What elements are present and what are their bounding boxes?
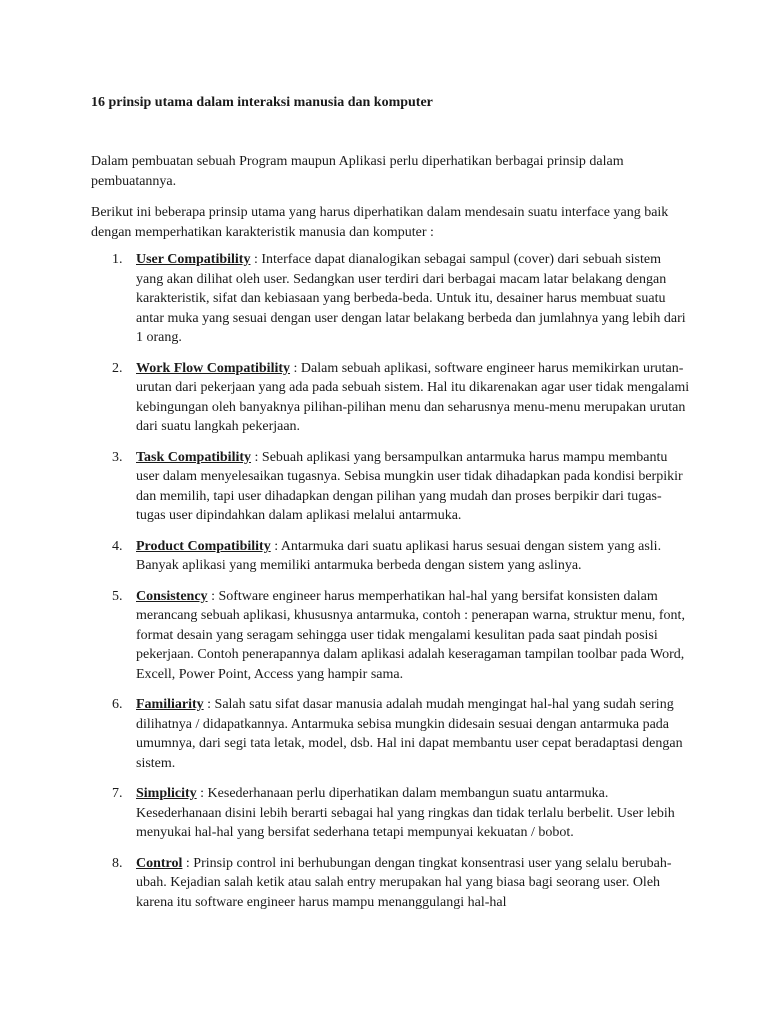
list-item <box>91 448 691 526</box>
list-item-text: : Prinsip control ini berhubungan dengan tingkat konsentrasi user yang selalu berubah-ubah. Kejadian salah ketik atau salah entry merupakan hal yang biasa bagi seorang user. Oleh karena itu software engineer harus mampu menanggulangi hal-hal <box>136 855 672 910</box>
list-item-term: Simplicity <box>136 786 197 801</box>
list-item-text: : Software engineer harus memperhatikan hal-hal yang bersifat konsisten dalam merancang sebuah aplikasi, khususnya antarmuka, contoh : penerapan warna, struktur menu, font, format desain yang seragam sehingga user tidak mengalami kesulitan pada saat pindah posisi pekerjaan. Contoh penerapannya dalam aplikasi adalah keseragaman tampilan toolbar pada Word, Excell, Power Point, Access yang hampir sama. <box>136 588 685 682</box>
principle-list <box>91 250 691 923</box>
list-item-term: Control <box>136 855 183 871</box>
intro-paragraph: Dalam pembuatan sebuah Program maupun Aplikasi perlu diperhatikan berbagai prinsip dalam pembuatannya. <box>91 154 624 189</box>
list-item <box>91 250 691 348</box>
lead-paragraph: Berikut ini beberapa prinsip utama yang harus diperhatikan dalam mendesain suatu interface yang baik dengan memperhatikan karakteristik manusia dan komputer : <box>91 205 669 240</box>
list-item <box>91 537 691 576</box>
list-item-text: : Interface dapat dianalogikan sebagai sampul (cover) dari sebuah sistem yang akan dilihat oleh user. Sedangkan user terdiri dari berbagai macam latar belakang dengan karakteristik, sifat dan kebiasaan yang berbeda-beda. Untuk itu, desainer harus membuat suatu antar muka yang sesuai dengan user dengan latar belakang berbeda dan jumlahnya yang lebih dari 1 orang. <box>136 252 686 345</box>
list-item-number: 4. <box>112 538 123 554</box>
list-item-number: 3. <box>112 449 123 465</box>
list-item <box>91 695 691 773</box>
list-item-text: : Dalam sebuah aplikasi, software engineer harus memikirkan urutan-urutan dari pekerjaan yang ada pada sebuah sistem. Hal itu dikarenakan agar user tidak mengalami kebingungan oleh banyaknya pilihan-pilihan menu dan seharusnya menu-menu merupakan urutan dari suatu langkah pekerjaan. <box>136 360 690 434</box>
list-item <box>91 587 691 685</box>
list-item-term: User Compatibility <box>136 252 251 267</box>
list-item-term: Familiarity <box>136 697 204 712</box>
document-title: 16 prinsip utama dalam interaksi manusia dan komputer <box>91 95 433 110</box>
list-item-term: Work Flow Compatibility <box>136 360 291 376</box>
list-item-text: : Kesederhanaan perlu diperhatikan dalam membangun suatu antarmuka. Kesederhanaan disini lebih berarti sebagai hal yang ringkas dan tidak terlalu berbelit. User lebih menyukai hal-hal yang bersifat sederhana tetapi mempunyai kekuatan / bobot. <box>136 786 675 840</box>
list-item-term: Product Compatibility <box>136 538 271 554</box>
list-item-number: 7. <box>112 786 123 801</box>
list-item-term: Task Compatibility <box>136 449 252 465</box>
list-item <box>91 784 691 843</box>
list-item-text: : Antarmuka dari suatu aplikasi harus sesuai dengan sistem yang asli. Banyak aplikasi yang memiliki antarmuka berbeda dengan sistem yang aslinya. <box>136 538 662 573</box>
list-item-number: 8. <box>112 855 123 871</box>
list-item-number: 6. <box>112 697 123 712</box>
list-item-text: : Salah satu sifat dasar manusia adalah mudah mengingat hal-hal yang sudah sering dilihatnya / didapatkannya. Antarmuka sebisa mungkin didesain sesuai dengan antarmuka pada umumnya, dari segi tata letak, model, dsb. Hal ini dapat membantu user cepat beradaptasi dengan sistem. <box>136 697 683 771</box>
list-item-number: 2. <box>112 360 123 376</box>
list-item-number: 1. <box>112 252 123 267</box>
list-item <box>91 359 691 437</box>
list-item-text: : Sebuah aplikasi yang bersampulkan antarmuka harus mampu membantu user dalam menyelesaikan tugasnya. Sebisa mungkin user tidak dihadapkan pada kondisi berpikir dan memilih, tapi user dihadapkan dengan pilihan yang mudah dan proses berpikir dari tugas-tugas user dipindahkan dalam aplikasi melalui antarmuka. <box>136 449 683 523</box>
list-item-term: Consistency <box>136 588 208 604</box>
list-item <box>91 854 691 913</box>
list-item-number: 5. <box>112 588 123 604</box>
